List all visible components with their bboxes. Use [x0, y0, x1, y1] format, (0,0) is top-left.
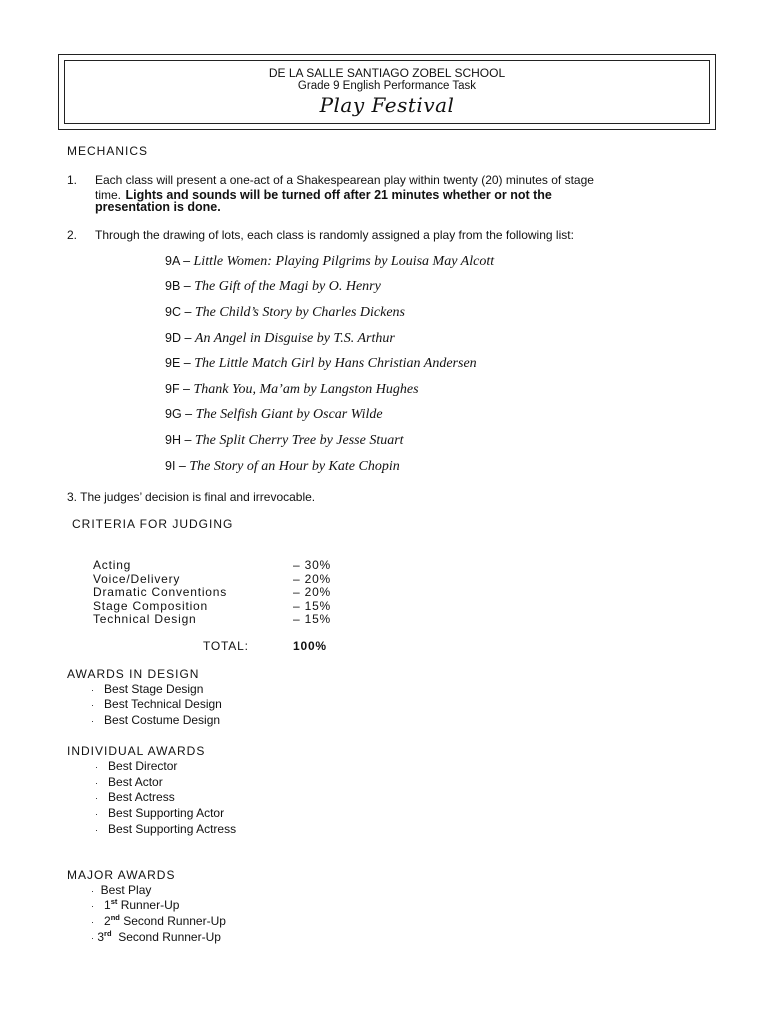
play-section: 9A –: [165, 254, 191, 268]
bullet: ·: [91, 700, 94, 710]
ordinal-suffix: nd: [110, 913, 120, 922]
play-list-item: [165, 254, 494, 270]
award-label: Best Director: [108, 759, 178, 773]
criteria-name: Voice/Delivery: [93, 572, 181, 586]
page-title: Play Festival: [319, 93, 455, 117]
play-section: 9H –: [165, 433, 192, 447]
play-title: Thank You, Ma’am by Langston Hughes: [193, 382, 419, 397]
play-section: 9G –: [165, 407, 193, 421]
ordinal-number: 1: [104, 898, 111, 912]
criteria-total-label: TOTAL:: [203, 639, 249, 653]
play-section: 9D –: [165, 331, 192, 345]
list-item: [95, 806, 224, 820]
play-title: The Little Match Girl by Hans Christian Andersen: [194, 356, 477, 371]
award-label: Best Costume Design: [104, 713, 221, 727]
list-item: [95, 822, 236, 836]
bullet: ·: [95, 809, 98, 819]
bullet: ·: [91, 917, 94, 927]
criteria-heading: CRITERIA FOR JUDGING: [72, 517, 234, 531]
play-section: 9C –: [165, 305, 192, 319]
award-label: Runner-Up: [117, 898, 180, 912]
criteria-percent: – 20%: [293, 572, 332, 586]
play-title: Little Women: Playing Pilgrims by Louisa May Alcott: [193, 254, 495, 269]
award-label: Second Runner-Up: [111, 930, 221, 944]
play-title: The Split Cherry Tree by Jesse Stuart: [194, 433, 404, 448]
ordinal-number: 2: [104, 914, 111, 928]
criteria-name: Technical Design: [93, 612, 197, 626]
list-item: [95, 759, 177, 773]
criteria-name: Stage Composition: [93, 599, 208, 613]
task-subtitle: Grade 9 English Performance Task: [297, 80, 477, 92]
award-label: Best Actress: [108, 790, 175, 804]
school-name: DE LA SALLE SANTIAGO ZOBEL SCHOOL: [268, 66, 506, 80]
design-awards-heading: AWARDS IN DESIGN: [67, 667, 200, 681]
item-1-line-2-bold: Lights and sounds will be turned off after 21 minutes whether or not the: [125, 188, 552, 202]
item-2-text: Through the drawing of lots, each class is randomly assigned a play from the following list:: [95, 228, 574, 242]
play-list-item: [165, 331, 395, 347]
award-label: Best Stage Design: [104, 682, 204, 696]
play-section: 9I –: [165, 459, 186, 473]
play-list-item: [165, 433, 404, 449]
list-item: [95, 775, 163, 789]
list-item: [91, 883, 151, 897]
ordinal-suffix: st: [110, 897, 118, 906]
item-1-line-1: Each class will present a one-act of a Shakespearean play within twenty (20) minutes of stage: [95, 173, 594, 187]
list-item: [91, 713, 220, 727]
criteria-percent: – 20%: [293, 585, 332, 599]
play-list-item: [165, 459, 400, 475]
play-list-item: [165, 407, 383, 423]
play-section: 9F –: [165, 382, 191, 396]
bullet: ·: [91, 933, 94, 943]
criteria-total-value: 100%: [293, 639, 327, 653]
item-1-number: 1.: [67, 173, 78, 187]
individual-awards-heading: INDIVIDUAL AWARDS: [67, 744, 206, 758]
play-section: 9B –: [165, 279, 191, 293]
list-item: [91, 682, 203, 696]
bullet: ·: [95, 825, 98, 835]
award-label: Best Actor: [108, 775, 163, 789]
list-item: [91, 697, 222, 711]
play-title: The Gift of the Magi by O. Henry: [194, 279, 381, 294]
list-item: [91, 930, 221, 944]
play-list-item: [165, 382, 419, 398]
bullet: ·: [95, 762, 98, 772]
major-awards-heading: MAJOR AWARDS: [67, 868, 176, 882]
criteria-percent: – 15%: [293, 599, 332, 613]
list-item: [91, 914, 226, 928]
play-list-item: [165, 356, 477, 372]
item-3-text: 3. The judges’ decision is final and irrevocable.: [67, 490, 316, 504]
play-list-item: [165, 279, 381, 295]
bullet: ·: [95, 793, 98, 803]
item-1-line-3-bold: presentation is done.: [95, 200, 221, 214]
item-1-line-2-plain: time.: [95, 188, 122, 202]
play-title: An Angel in Disguise by T.S. Arthur: [194, 331, 395, 346]
criteria-percent: – 15%: [293, 612, 332, 626]
item-2-number: 2.: [67, 228, 78, 242]
criteria-percent: – 30%: [293, 558, 332, 572]
criteria-name: Dramatic Conventions: [93, 585, 228, 599]
play-title: The Child’s Story by Charles Dickens: [194, 305, 406, 320]
play-section: 9E –: [165, 356, 191, 370]
play-title: The Selfish Giant by Oscar Wilde: [195, 407, 383, 422]
bullet: ·: [95, 778, 98, 788]
award-label: Second Runner-Up: [119, 914, 226, 928]
award-label: Best Technical Design: [104, 697, 222, 711]
ordinal-suffix: rd: [104, 929, 112, 938]
bullet: ·: [91, 685, 94, 695]
list-item: [95, 790, 175, 804]
criteria-name: Acting: [93, 558, 132, 572]
ordinal-number: 3: [97, 930, 105, 944]
award-label: Best Play: [100, 883, 152, 897]
mechanics-heading: MECHANICS: [67, 144, 149, 158]
bullet: ·: [91, 886, 94, 896]
award-label: Best Supporting Actor: [108, 806, 225, 820]
play-list-item: [165, 305, 405, 321]
play-title: The Story of an Hour by Kate Chopin: [189, 459, 400, 474]
bullet: ·: [91, 901, 94, 911]
bullet: ·: [91, 716, 94, 726]
award-label: Best Supporting Actress: [108, 822, 237, 836]
list-item: [91, 898, 179, 912]
